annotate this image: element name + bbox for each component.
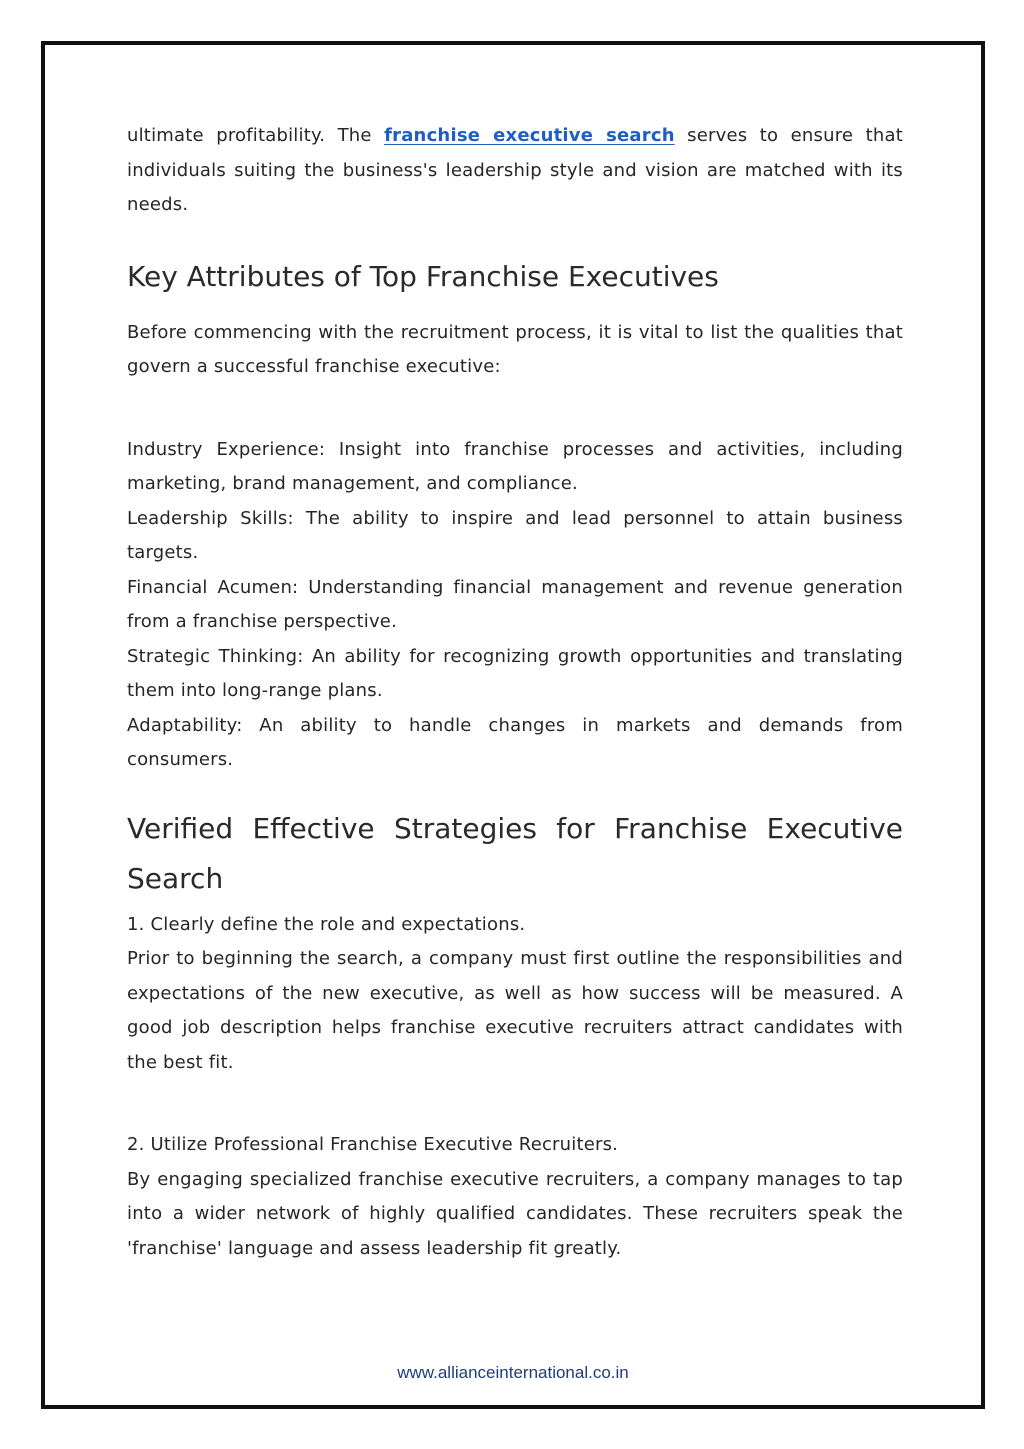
strategy-item — [127, 1128, 903, 1266]
section-heading-key-attributes: Key Attributes of Top Franchise Executives — [127, 259, 719, 293]
strategy-body: Prior to beginning the search, a company must first outline the responsibilities and expectations of the new executive, as well as how success will be measured. A good job description helps franchise executive recruiters attract candidates with the best fit. — [127, 948, 903, 1073]
attributes-list — [127, 433, 903, 778]
intro-text-before-link: ultimate profitability. The — [127, 125, 385, 146]
document-body — [127, 119, 903, 1266]
intro-paragraph — [127, 119, 903, 223]
attribute-item: Financial Acumen: Understanding financial management and revenue generation from a franchise perspective. — [127, 576, 903, 632]
page-frame — [41, 41, 985, 1409]
section1-intro-paragraph: Before commencing with the recruitment process, it is vital to list the qualities that govern a successful franchise executive: — [127, 321, 903, 377]
section-heading-strategies: Verified Effective Strategies for Franchise Executive Search — [127, 811, 903, 895]
intro-text-after-link: serves to ensure that individuals suiting the business's leadership style and vision are matched with its needs. — [127, 125, 903, 215]
attribute-item: Adaptability: An ability to handle changes in markets and demands from consumers. — [127, 714, 903, 770]
franchise-executive-search-link[interactable]: franchise executive search — [384, 125, 675, 146]
attribute-item: Industry Experience: Insight into franchise processes and activities, including marketing, brand management, and compliance. — [127, 438, 903, 494]
strategy-title: 2. Utilize Professional Franchise Executive Recruiters. — [127, 1134, 619, 1155]
strategy-title: 1. Clearly define the role and expectations. — [127, 913, 526, 935]
attribute-item: Strategic Thinking: An ability for recognizing growth opportunities and translating them into long-range plans. — [127, 645, 903, 701]
strategy-item — [127, 908, 903, 1081]
footer-website-url[interactable]: www.allianceinternational.co.in — [397, 1363, 629, 1382]
attribute-item: Leadership Skills: The ability to inspire and lead personnel to attain business targets. — [127, 507, 903, 563]
strategy-body: By engaging specialized franchise executive recruiters, a company manages to tap into a wider network of highly qualified candidates. These recruiters speak the 'franchise' language and assess leadership fit greatly. — [127, 1168, 903, 1259]
